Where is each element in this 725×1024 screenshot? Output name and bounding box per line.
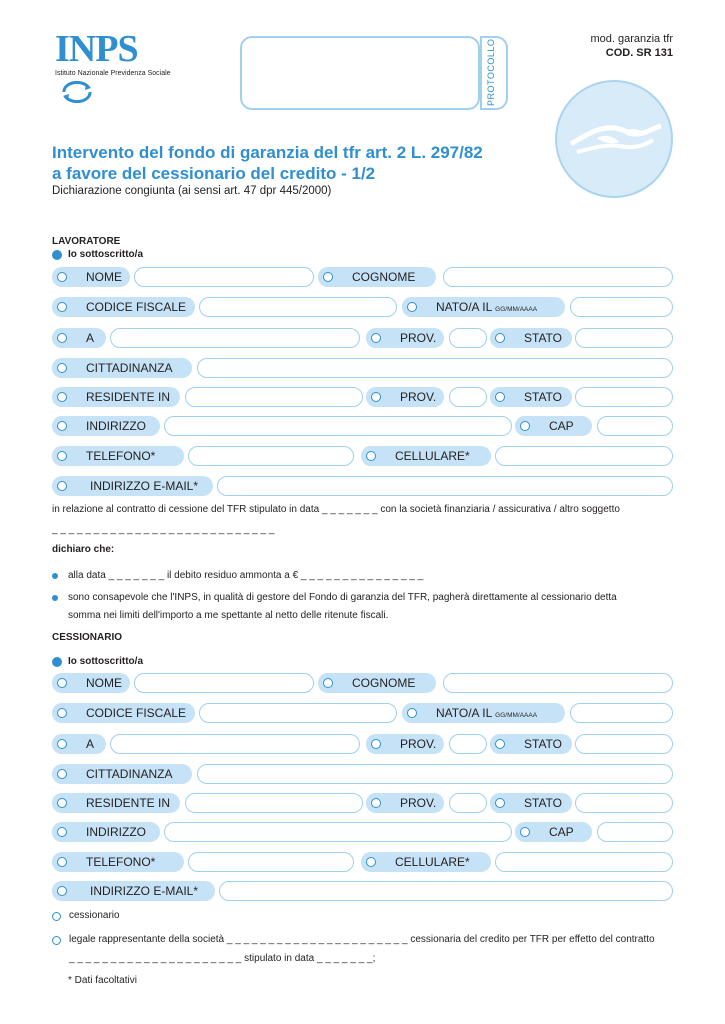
- code-line: COD. SR 131: [605, 47, 673, 59]
- lav-a-field[interactable]: [110, 328, 360, 348]
- lav-residente-in-label: RESIDENTE IN: [52, 387, 180, 407]
- ces-residente-in-label: RESIDENTE IN: [52, 793, 180, 813]
- lav-cap-label: CAP: [515, 416, 592, 436]
- bullet-icon: [52, 573, 58, 579]
- ces-nome-label: NOME: [52, 673, 130, 693]
- inps-logo: [55, 30, 171, 108]
- ces-email-field[interactable]: [219, 881, 673, 901]
- ces-stato2-label: STATO: [490, 793, 572, 813]
- ces-prov-label: PROV.: [366, 734, 444, 754]
- ces-cognome-field[interactable]: [443, 673, 673, 693]
- option2-line-1: legale rappresentante della società _ _ _ _ _ _ _ _ _ _ _ _ _ _ _ _ _ _ _ _ _ _ cessionaria del credito per TFR per effetto del contratto: [69, 934, 655, 945]
- title-line-1: Intervento del fondo di garanzia del tfr art. 2 L. 297/82: [52, 143, 483, 162]
- dichiaro-heading: dichiaro che:: [52, 544, 115, 555]
- lav-telefono-field[interactable]: [188, 446, 354, 466]
- relation-text: [52, 503, 682, 537]
- lav-cellulare-field[interactable]: [495, 446, 673, 466]
- lav-prov2-field[interactable]: [449, 387, 487, 407]
- ces-cellulare-label: CELLULARE*: [361, 852, 491, 872]
- statement-bullet-2: [52, 591, 682, 623]
- ces-nato-il-field[interactable]: [570, 703, 673, 723]
- ces-email-label: INDIRIZZO E-MAIL*: [52, 881, 215, 901]
- ces-codice-fiscale-field[interactable]: [199, 703, 397, 723]
- title-line-2: a favore del cessionario del credito - 1/2: [52, 164, 376, 183]
- lav-a-label: A: [52, 328, 106, 348]
- lav-email-label: INDIRIZZO E-MAIL*: [52, 476, 213, 496]
- lav-nato-il-field[interactable]: [570, 297, 673, 317]
- ces-residente-in-field[interactable]: [185, 793, 363, 813]
- statement-bullet-1: [52, 569, 682, 583]
- lav-cognome-label: COGNOME: [318, 267, 436, 287]
- logo-text: INPS: [55, 28, 138, 70]
- lav-prov-field[interactable]: [449, 328, 487, 348]
- lav-prov-label: PROV.: [366, 328, 444, 348]
- statement-2-line-2: somma nei limiti dell'importo a me spettante al netto delle ritenute fiscali.: [68, 610, 389, 621]
- ces-nome-field[interactable]: [134, 673, 314, 693]
- lav-indirizzo-label: INDIRIZZO: [52, 416, 160, 436]
- ces-cap-label: CAP: [515, 822, 592, 842]
- cessionario-heading: CESSIONARIO: [52, 632, 123, 643]
- lav-prov2-label: PROV.: [366, 387, 444, 407]
- ces-cognome-label: COGNOME: [318, 673, 436, 693]
- protocol-label-tab: [480, 36, 508, 110]
- lav-cognome-field[interactable]: [443, 267, 673, 287]
- statement-2-line-1: sono consapevole che l'INPS, in qualità di gestore del Fondo di garanzia del TFR, pagherà direttamente al cessionario detta: [68, 592, 617, 603]
- ces-cittadinanza-field[interactable]: [197, 764, 673, 784]
- relation-line-2: _ _ _ _ _ _ _ _ _ _ _ _ _ _ _ _ _ _ _ _ _ _ _ _ _ _ _: [52, 524, 275, 535]
- option-legale-rappresentante[interactable]: [52, 933, 682, 966]
- statement-1-text: alla data _ _ _ _ _ _ _ il debito residuo ammonta a € _ _ _ _ _ _ _ _ _ _ _ _ _ _ _: [68, 570, 424, 581]
- bullet-dot-icon: [52, 657, 62, 667]
- form-title: [52, 142, 483, 184]
- ces-a-label: A: [52, 734, 106, 754]
- footnote: * Dati facoltativi: [68, 975, 137, 986]
- protocol-box[interactable]: [240, 36, 480, 110]
- ces-nato-il-text: NATO/A IL: [436, 706, 492, 720]
- handshake-emblem-icon: [555, 80, 673, 198]
- lavoratore-intro: [52, 249, 143, 260]
- ces-nato-il-label: [402, 703, 565, 723]
- ces-indirizzo-field[interactable]: [164, 822, 512, 842]
- form-code: [590, 32, 673, 60]
- ces-stato-field[interactable]: [575, 734, 673, 754]
- lav-cittadinanza-field[interactable]: [197, 358, 673, 378]
- ces-prov-field[interactable]: [449, 734, 487, 754]
- lav-nato-il-text: NATO/A IL: [436, 300, 492, 314]
- ces-date-format: GG/MM/AAAA: [495, 712, 538, 719]
- lav-telefono-label: TELEFONO*: [52, 446, 184, 466]
- lav-cellulare-label: CELLULARE*: [361, 446, 491, 466]
- lav-residente-in-field[interactable]: [185, 387, 363, 407]
- radio-circle-icon[interactable]: [52, 912, 61, 921]
- lav-date-format: GG/MM/AAAA: [495, 306, 538, 313]
- relation-line-1: in relazione al contratto di cessione del TFR stipulato in data _ _ _ _ _ _ _ con la società finanziaria / assicurativa / altro soggetto: [52, 504, 620, 515]
- ces-telefono-label: TELEFONO*: [52, 852, 184, 872]
- lav-cittadinanza-label: CITTADINANZA: [52, 358, 192, 378]
- option2-line-2: _ _ _ _ _ _ _ _ _ _ _ _ _ _ _ _ _ _ _ _ _ stipulato in data _ _ _ _ _ _ _;: [69, 953, 376, 964]
- lav-email-field[interactable]: [217, 476, 673, 496]
- lav-stato2-field[interactable]: [575, 387, 673, 407]
- logo-subtitle: Istituto Nazionale Previdenza Sociale: [55, 70, 171, 77]
- protocol-label: PROTOCOLLO: [486, 38, 496, 106]
- lav-codice-fiscale-field[interactable]: [199, 297, 397, 317]
- radio-circle-icon[interactable]: [52, 936, 61, 945]
- ces-stato2-field[interactable]: [575, 793, 673, 813]
- ces-cittadinanza-label: CITTADINANZA: [52, 764, 192, 784]
- form-subtitle: Dichiarazione congiunta (ai sensi art. 47 dpr 445/2000): [52, 185, 332, 197]
- lav-nato-il-label: [402, 297, 565, 317]
- ces-a-field[interactable]: [110, 734, 360, 754]
- lav-nome-field[interactable]: [134, 267, 314, 287]
- option-cessionario-text: cessionario: [69, 910, 120, 921]
- lav-indirizzo-field[interactable]: [164, 416, 512, 436]
- cessionario-intro-text: Io sottoscritto/a: [68, 656, 144, 667]
- lav-stato-field[interactable]: [575, 328, 673, 348]
- inps-swirl-icon: [61, 81, 93, 103]
- bullet-icon: [52, 595, 58, 601]
- lav-codice-fiscale-label: CODICE FISCALE: [52, 297, 195, 317]
- lav-nome-label: NOME: [52, 267, 130, 287]
- ces-telefono-field[interactable]: [188, 852, 354, 872]
- lavoratore-intro-text: Io sottoscritto/a: [68, 249, 144, 260]
- bullet-dot-icon: [52, 250, 62, 260]
- mod-line: mod. garanzia tfr: [590, 33, 673, 45]
- lav-stato-label: STATO: [490, 328, 572, 348]
- lavoratore-heading: LAVORATORE: [52, 236, 121, 247]
- ces-prov2-label: PROV.: [366, 793, 444, 813]
- ces-codice-fiscale-label: CODICE FISCALE: [52, 703, 195, 723]
- ces-cellulare-field[interactable]: [495, 852, 673, 872]
- cessionario-intro: [52, 656, 143, 667]
- ces-prov2-field[interactable]: [449, 793, 487, 813]
- lav-stato2-label: STATO: [490, 387, 572, 407]
- ces-indirizzo-label: INDIRIZZO: [52, 822, 160, 842]
- lav-cap-field[interactable]: [597, 416, 673, 436]
- ces-cap-field[interactable]: [597, 822, 673, 842]
- option-cessionario[interactable]: [52, 909, 120, 923]
- ces-stato-label: STATO: [490, 734, 572, 754]
